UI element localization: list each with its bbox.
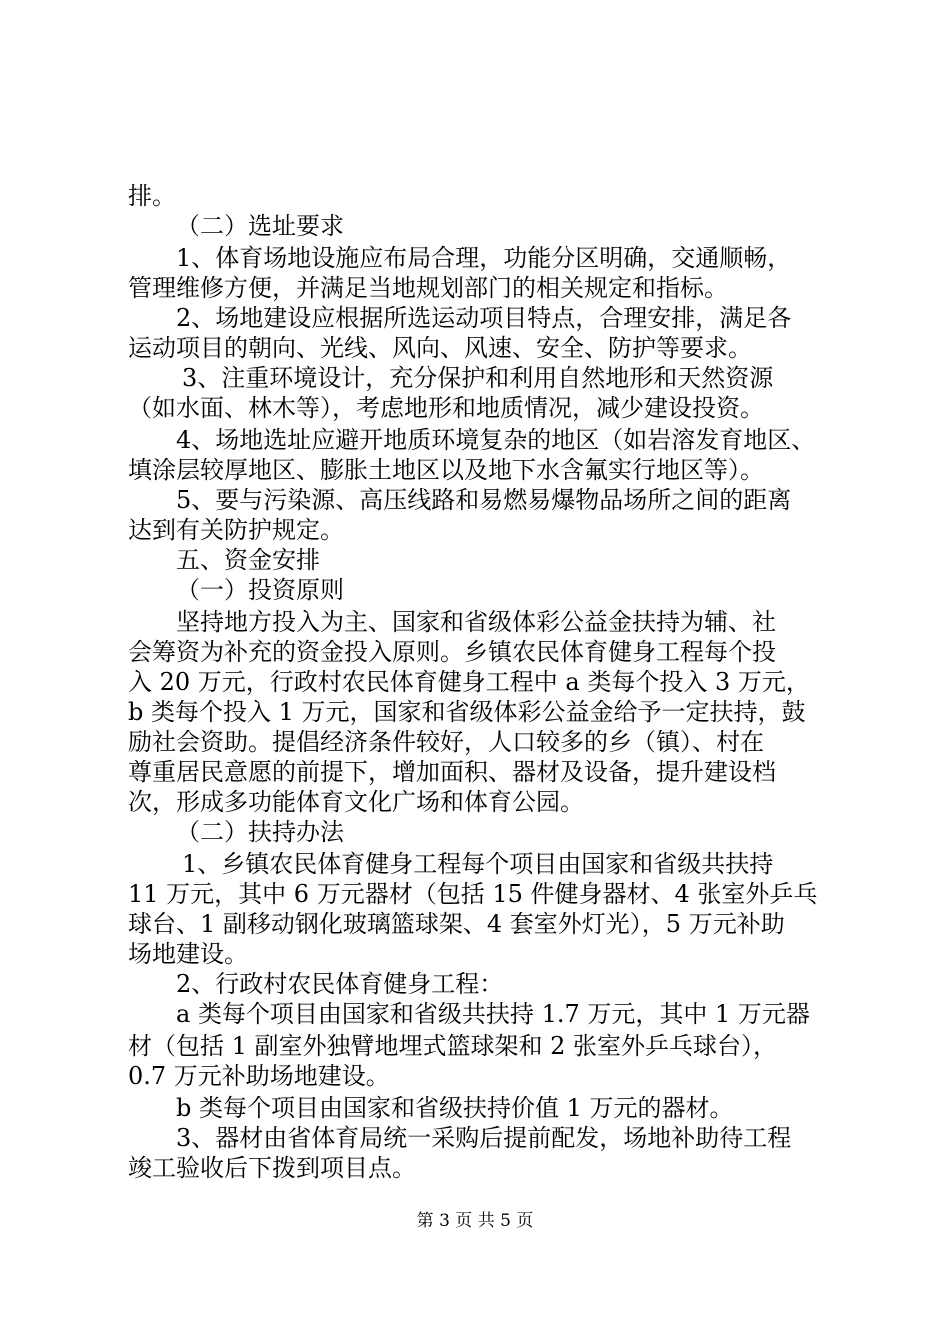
text-line: 材（包括 1 副室外独臂地埋式篮球架和 2 张室外乒乓球台）， bbox=[128, 1032, 778, 1060]
text-line: 排。 bbox=[128, 182, 176, 210]
text-line: 场地建设。 bbox=[128, 940, 248, 968]
text-line: 达到有关防护规定。 bbox=[128, 516, 344, 544]
text-line: 填涂层较厚地区、膨胀土地区以及地下水含氟实行地区等）。 bbox=[128, 456, 764, 484]
section-heading: 五、资金安排 bbox=[176, 546, 320, 574]
section-heading: （一）投资原则 bbox=[176, 576, 344, 604]
text-line: 球台、1 副移动钢化玻璃篮球架、4 套室外灯光），5 万元补助 bbox=[128, 910, 785, 938]
section-heading: （二）扶持办法 bbox=[176, 818, 344, 846]
text-line: 竣工验收后下拨到项目点。 bbox=[128, 1154, 416, 1182]
text-line: 2、场地建设应根据所选运动项目特点，合理安排，满足各 bbox=[176, 304, 792, 332]
text-line: b 类每个投入 1 万元，国家和省级体彩公益金给予一定扶持，鼓 bbox=[128, 698, 806, 726]
text-line: 会筹资为补充的资金投入原则。乡镇农民体育健身工程每个投 bbox=[128, 638, 776, 666]
text-line: 1、乡镇农民体育健身工程每个项目由国家和省级共扶持 bbox=[182, 850, 774, 878]
text-line: 1、体育场地设施应布局合理，功能分区明确，交通顺畅， bbox=[176, 244, 792, 272]
text-line: 5、要与污染源、高压线路和易燃易爆物品场所之间的距离 bbox=[176, 486, 792, 514]
text-line: 3、注重环境设计，充分保护和利用自然地形和天然资源 bbox=[182, 364, 774, 392]
section-heading: （二）选址要求 bbox=[176, 212, 344, 240]
text-line: 11 万元，其中 6 万元器材（包括 15 件健身器材、4 张室外乒乓 bbox=[128, 880, 818, 908]
text-line: 2、行政村农民体育健身工程： bbox=[176, 970, 504, 998]
text-line: 次，形成多功能体育文化广场和体育公园。 bbox=[128, 788, 584, 816]
text-line: b 类每个项目由国家和省级扶持价值 1 万元的器材。 bbox=[176, 1094, 734, 1122]
text-line: 0.7 万元补助场地建设。 bbox=[128, 1062, 390, 1090]
text-line: 尊重居民意愿的前提下，增加面积、器材及设备，提升建设档 bbox=[128, 758, 776, 786]
text-line: 励社会资助。提倡经济条件较好，人口较多的乡（镇）、村在 bbox=[128, 728, 764, 756]
text-line: （如水面、林木等），考虑地形和地质情况，减少建设投资。 bbox=[128, 394, 764, 422]
text-line: 运动项目的朝向、光线、风向、风速、安全、防护等要求。 bbox=[128, 334, 752, 362]
page-number-footer: 第 3 页 共 5 页 bbox=[416, 1211, 534, 1231]
text-line: a 类每个项目由国家和省级共扶持 1.7 万元，其中 1 万元器 bbox=[176, 1000, 810, 1028]
text-line: 管理维修方便，并满足当地规划部门的相关规定和指标。 bbox=[128, 274, 728, 302]
text-line: 入 20 万元，行政村农民体育健身工程中 a 类每个投入 3 万元， bbox=[128, 668, 810, 696]
text-line: 坚持地方投入为主、国家和省级体彩公益金扶持为辅、社 bbox=[176, 608, 776, 636]
text-line: 3、器材由省体育局统一采购后提前配发，场地补助待工程 bbox=[176, 1124, 792, 1152]
text-line: 4、场地选址应避开地质环境复杂的地区（如岩溶发育地区、 bbox=[176, 426, 816, 454]
